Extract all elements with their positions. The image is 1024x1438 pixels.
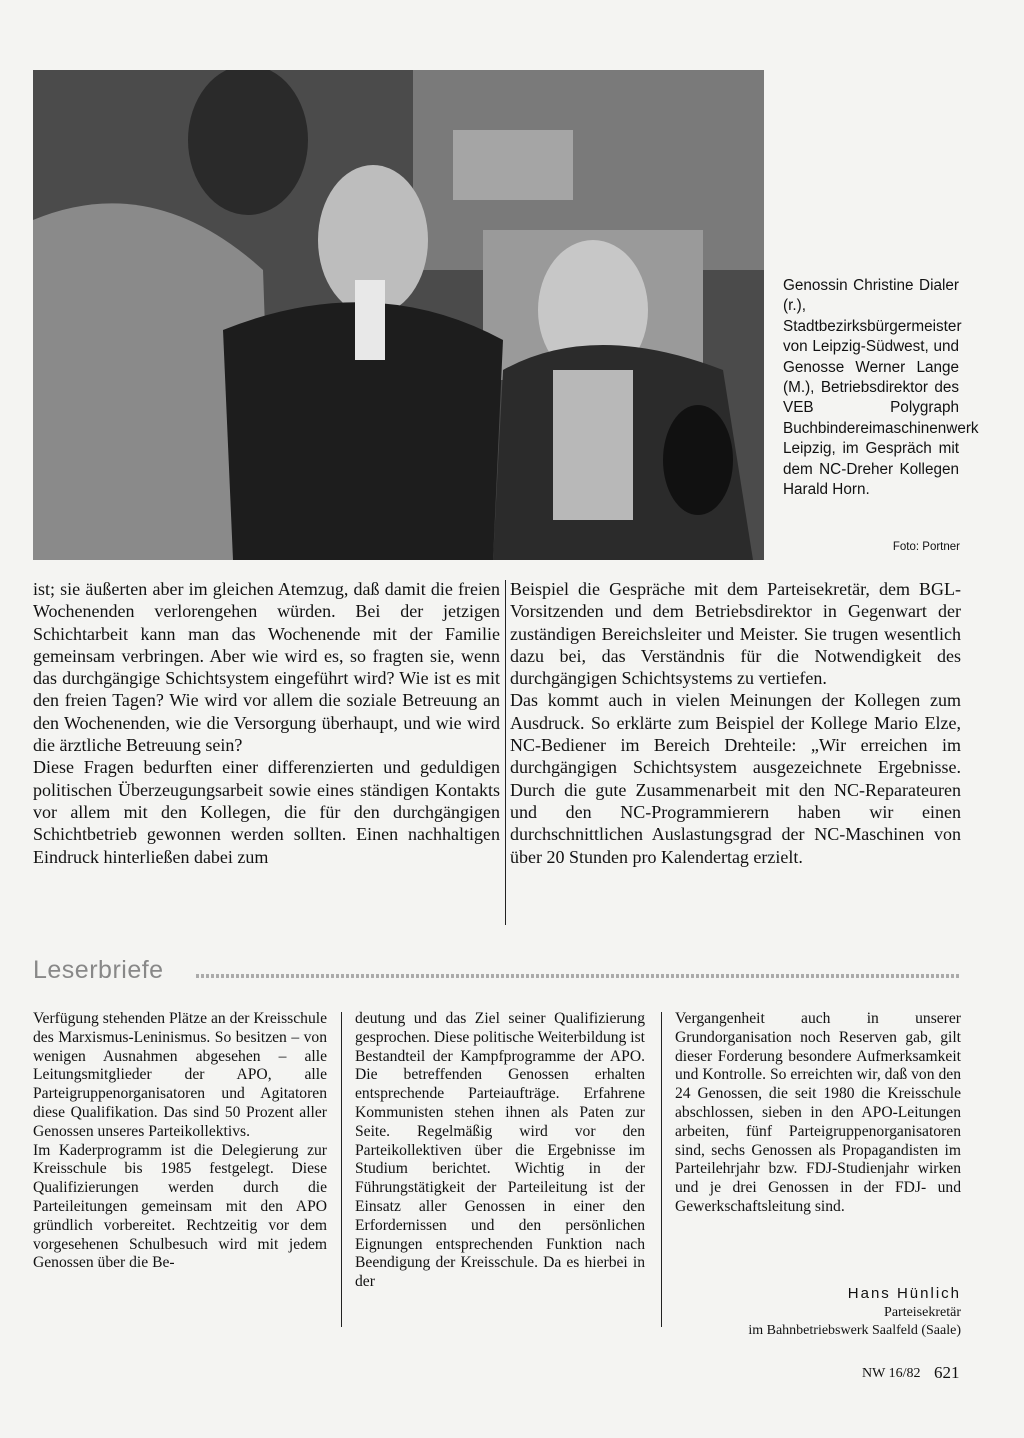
- column-divider: [341, 1012, 342, 1327]
- article-paragraph: Das kommt auch in vielen Meinungen der Kollegen zum Ausdruck. So erklärte zum Beispiel der Kollege Mario Elze, NC-Bediener im Bereich Drehteile: „Wir erreichen im durchgängigen Schichtsystem ausgezeichnete Ergebnisse. Durch die gute Zusammenarbeit mit den NC-Reparateuren und den NC-Programmierern haben wir einen durchschnittlichen Auslastungsgrad der NC-Maschinen von über 20 Stunden pro Kalendertag erzielt.: [510, 690, 961, 867]
- letters-column-3: [675, 1010, 961, 1217]
- page-number: 621: [934, 1363, 960, 1382]
- author-role: Parteisekretär: [884, 1304, 961, 1320]
- section-heading: Leserbriefe: [33, 956, 164, 984]
- letters-column-1: [33, 1010, 327, 1273]
- heading-rule: [196, 974, 961, 978]
- news-photo: [33, 70, 764, 560]
- letter-paragraph: deutung und das Ziel seiner Qualifizierung gesprochen. Diese politische Weiterbildung ist Bestandteil der Kampfprogramme der APO. Die betreffenden Genossen erhalten entsprechende Parteiaufträge. Erfahrene Kommunisten stehen ihnen als Paten zur Seite. Regelmäßig wird vor den Parteikollektiven über die Ergebnisse im Studium berichtet. Wichtig in der Führungstätigkeit der Parteileitung ist der Einsatz aller Genossen in einer den Erfordernissen und den persönlichen Eignungen entsprechenden Funktion nach Beendigung der Kreisschule. Da es hierbei in der: [355, 1010, 645, 1291]
- article-paragraph: ist; sie äußerten aber im gleichen Atemzug, daß damit die freien Wochenenden verlorengehen würden. Bei der jetzigen Schichtarbeit kann man das Wochenende mit der Familie gemeinsam verbringen. Aber wie wird es, so fragten sie, wenn das durchgängige Schichtsystem eingeführt wird? Wie ist es mit den freien Tagen? Wie wird vor allem die soziale Betreuung an den Wochenenden, wie die Versorgung überhaupt, und wie wird die ärztliche Betreuung sein?: [33, 579, 500, 756]
- letter-paragraph: Vergangenheit auch in unserer Grundorganisation noch Reserven gab, gilt dieser Forderung besondere Aufmerksamkeit und Kontrolle. So erreichten wir, daß von den 24 Genossen, die seit 1980 die Kreisschule abschlossen, sieben in den APO-Leitungen arbeiten, fünf Parteigruppenorganisatoren sind, sechs Genossen als Propagandisten im Parteilehrjahr bzw. FDJ-Studienjahr wirken und je drei Genossen in der FDJ- und Gewerkschaftsleitung sind.: [675, 1010, 961, 1215]
- photo-illustration: [33, 70, 764, 560]
- photo-caption: Genossin Christine Dialer (r.), Stadtbezirksbürgermeister von Leipzig-Südwest, und Genosse Werner Lange (M.), Betriebsdirektor des VEB Polygraph Buchbindereimaschinenwerk Leipzig, im Gespräch mit dem NC-Dreher Kollegen Harald Horn.: [783, 277, 979, 499]
- article-paragraph: Beispiel die Gespräche mit dem Parteisekretär, dem BGL-Vorsitzenden und dem Betriebsdirektor in Gegenwart der zuständigen Bereichsleiter und Meister. Sie trugen wesentlich dazu bei, das Verständnis für die Notwendigkeit des durchgängigen Schichtsystems zu vertiefen.: [510, 579, 961, 689]
- photo-credit: Foto: Portner: [892, 541, 960, 553]
- column-divider: [661, 1012, 662, 1327]
- letter-paragraph: Verfügung stehenden Plätze an der Kreisschule des Marxismus-Leninismus. So besitzen – von wenigen Ausnahmen abgesehen – alle Leitungsmitglieder der APO, alle Parteigruppenorganisatoren und Agitatoren diese Qualifikation. Das sind 50 Prozent aller Genossen unseres Parteikollektivs.: [33, 1010, 328, 1140]
- article-column-left: [33, 578, 500, 868]
- column-divider: [505, 580, 506, 925]
- article-column-right: [510, 578, 961, 868]
- issue-label: NW 16/82: [862, 1366, 921, 1381]
- letter-signature: [675, 1285, 961, 1341]
- author-workplace: im Bahnbetriebswerk Saalfeld (Saale): [748, 1323, 961, 1338]
- letter-paragraph: Im Kaderprogramm ist die Delegierung zur Kreisschule bis 1985 festgelegt. Diese Qualifizierungen werden durch die Parteileitungen gemeinsam mit den APO gründlich vorbereitet. Rechtzeitig vor dem vorgesehenen Schulbesuch wird mit jedem Genossen über die Be-: [33, 1141, 327, 1272]
- article-paragraph: Diese Fragen bedurften einer differenzierten und geduldigen politischen Überzeugungsarbeit sowie eines ständigen Kontakts vor allem mit den Kollegen, die für den durchgängigen Schichtbetrieb gewonnen werden sollten. Einen nachhaltigen Eindruck hinterließen dabei zum: [33, 757, 500, 867]
- letters-column-2: [355, 1010, 645, 1292]
- author-name: Hans Hünlich: [847, 1285, 961, 1302]
